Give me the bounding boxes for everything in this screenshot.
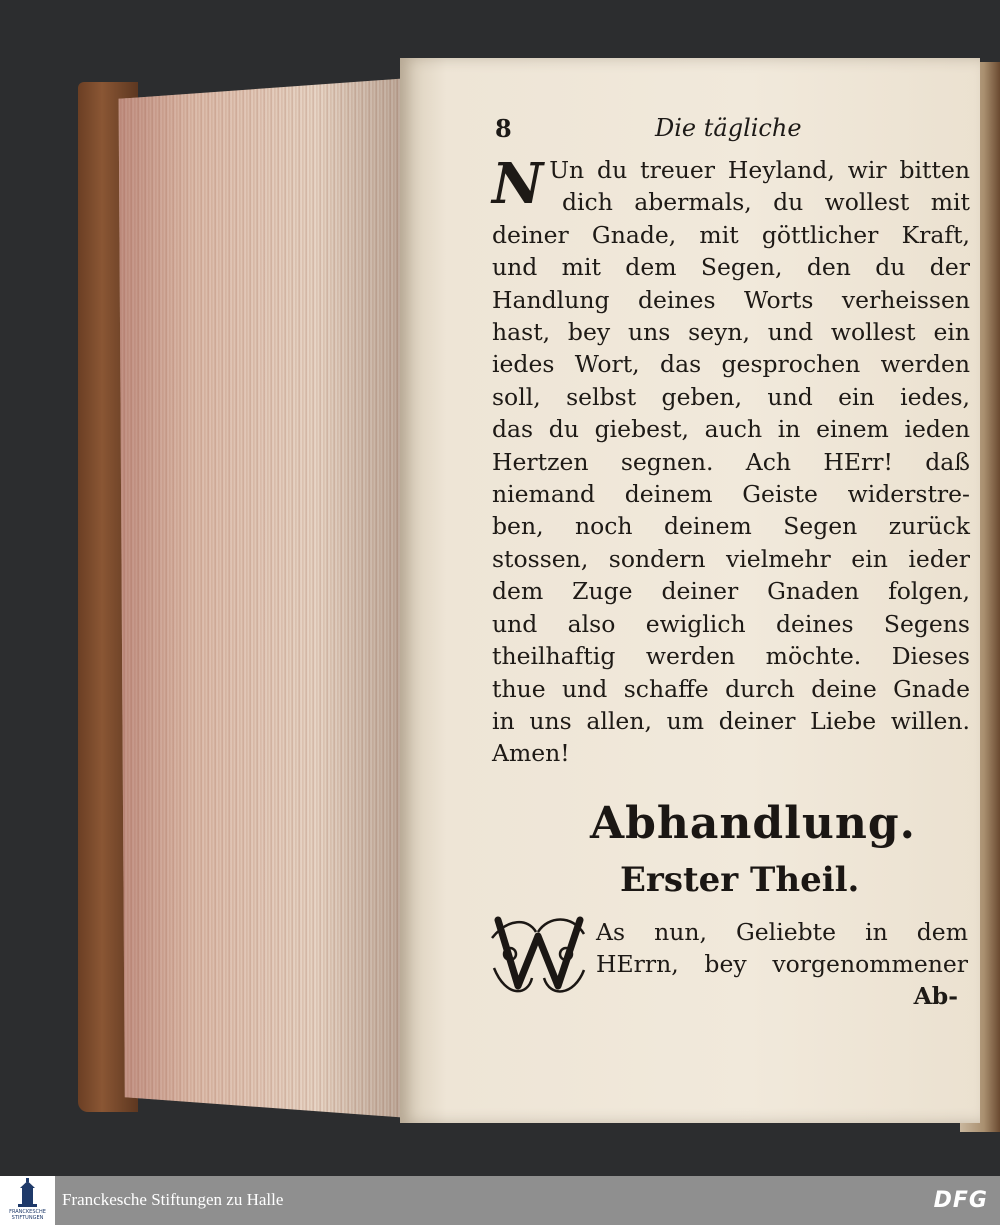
prayer-line: Amen! — [492, 739, 570, 768]
prayer-line: das du giebest, auch in einem ieden — [492, 415, 970, 444]
page-header — [495, 114, 965, 146]
prayer-line: hast, bey uns seyn, und wollest ein — [492, 318, 970, 347]
prayer-line: Hertzen segnen. Ach HErr! daß — [492, 447, 970, 476]
running-head: Die tägliche — [655, 114, 802, 142]
initial-letter: N — [492, 151, 544, 217]
prayer-line: ben, noch deinem Segen zurück — [492, 512, 970, 541]
prayer-line: niemand deinem Geiste widerstre- — [492, 480, 970, 509]
prayer-line: und also ewiglich deines Segens — [492, 609, 970, 638]
institution-building-icon — [0, 1176, 55, 1212]
institution-logo[interactable] — [0, 1176, 55, 1225]
institution-name: Franckesche Stiftungen zu Halle — [62, 1190, 284, 1209]
prayer-line: Un du treuer Heyland, wir bitten — [549, 156, 970, 184]
prayer-line: dem Zuge deiner Gnaden folgen, — [492, 577, 970, 606]
prayer-line: soll, selbst geben, und ein iedes, — [492, 382, 970, 411]
section-subheading: Erster Theil. — [620, 860, 860, 900]
prayer-line: theilhaftig werden möchte. Dieses — [492, 642, 970, 671]
dfg-logo[interactable]: DFG — [933, 1188, 988, 1213]
printed-page — [400, 58, 980, 1123]
section-paragraph — [488, 908, 966, 1038]
prayer-line: Handlung deines Worts verheissen — [492, 285, 970, 314]
prayer-line: thue und schaffe durch deine Gnade — [492, 674, 970, 703]
section-heading: Abhandlung. — [590, 798, 916, 849]
ornamental-initial-w-icon — [488, 908, 588, 998]
prayer-line: stossen, sondern vielmehr ein ieder — [492, 544, 970, 573]
catchword: Ab- — [913, 982, 958, 1010]
prayer-line: in uns allen, um deiner Liebe willen. — [492, 706, 970, 735]
prayer-line: dich abermals, du wollest mit — [562, 188, 970, 217]
prayer-line: und mit dem Segen, den du der — [492, 253, 970, 282]
page-number: 8 — [495, 114, 512, 143]
prayer-line: iedes Wort, das gesprochen werden — [492, 350, 970, 379]
prayer-paragraph — [492, 151, 970, 770]
viewer-footer-bar — [0, 1176, 1000, 1225]
section-paragraph-line: HErrn, bey vorgenommener — [596, 950, 968, 978]
prayer-line: deiner Gnade, mit göttlicher Kraft, — [492, 220, 970, 249]
section-paragraph-line: As nun, Geliebte in dem — [596, 918, 968, 946]
institution-logo-text: FRANCKESCHE STIFTUNGEN — [9, 1209, 46, 1221]
page-block-edge — [100, 78, 410, 1118]
